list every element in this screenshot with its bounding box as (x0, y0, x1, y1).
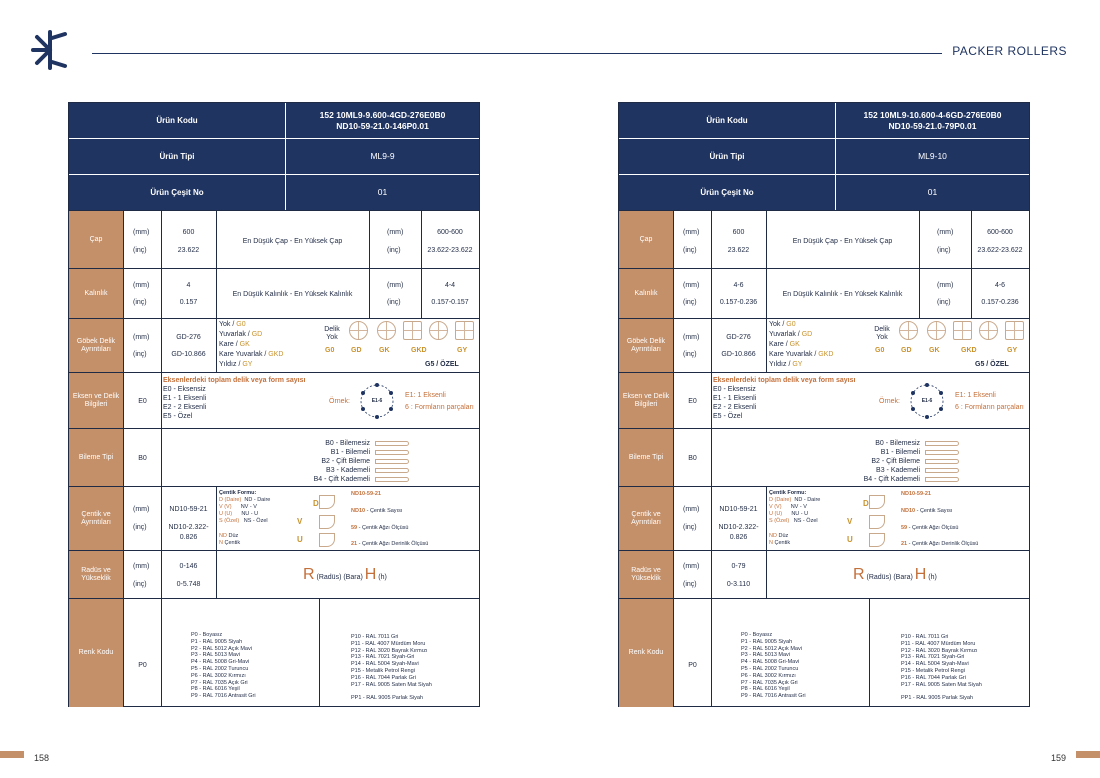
bevel-single-icon (925, 450, 959, 455)
kalinlik-label: Kalınlık (69, 269, 124, 318)
row-cesit-no (69, 175, 479, 211)
page-number-left: 158 (34, 753, 50, 763)
cesit-label: Ürün Çeşit No (69, 175, 286, 210)
urun-tipi-label: Ürün Tipi (69, 139, 286, 174)
cesit-value: 01 (377, 187, 388, 197)
page-title: PACKER ROLLERS (952, 44, 1067, 58)
notch-u-icon (319, 533, 335, 547)
header-rule (92, 53, 942, 54)
color-item: P11 - RAL 4007 Mürdüm Moru (901, 640, 976, 647)
eksen-label: Eksen ve Delik Bilgileri (619, 373, 674, 428)
radus-label: Radüs ve Yükseklik (69, 551, 124, 598)
row-bileme: Bileme Tipi B0 B0 - Bilemesiz B1 - Bilemeli B2 - Çift Bileme B3 - Kademeli B4 - Çift Kademeli (69, 429, 479, 487)
color-item: P14 - RAL 5004 Siyah-Mavi (351, 661, 419, 668)
color-list-right (901, 634, 982, 702)
color-item: P15 - Metalik Petrol Rengi (901, 667, 965, 674)
hole-square-icon (403, 321, 422, 340)
color-item: P13 - RAL 7021 Siyah-Gri (351, 654, 415, 661)
color-item: P15 - Metalik Petrol Rengi (351, 667, 415, 674)
color-item: P2 - RAL 5012 Açık Mavi (191, 645, 252, 652)
color-item: P6 - RAL 3002 Kırmızı (741, 672, 796, 679)
color-item: P1 - RAL 9005 Siyah (191, 638, 243, 645)
row-eksen: Eksen ve Delik Bilgileri E0 Eksenlerdeki toplam delik veya form sayısı E0 - Eksensiz E1 - 1 Eksenli E2 - 2 Eksenli E5 - Özel Örnek: E1-6 E1: 1 Eksenli 6 : Formların parçaları (69, 373, 479, 429)
color-item: P17 - RAL 9005 Saten Mat Siyah (351, 681, 432, 688)
hole-square-icon (953, 321, 972, 340)
hole-square-round-icon (979, 321, 998, 340)
row-centik: Çentik ve Ayrıntıları (mm) (inç) ND10-59-21 ND10-2.322-0.826 Çentik Formu: D (Daire) ND - Daire V (V) NV - V U (U) NU - U S (Özel) NS - Özel ND Düz N Çentik D V U ND10-59-21 ND10 - Çentik Sayısı 59 - Çentik Ağzı Ölçüsü 21 - Çentik Ağzı Derinlik Ölçüsü (619, 487, 1029, 551)
color-item: P14 - RAL 5004 Siyah-Mavi (901, 661, 969, 668)
spec-sheet-left (68, 102, 480, 707)
color-item: P5 - RAL 2002 Turuncu (741, 665, 799, 672)
hole-square-round-icon (429, 321, 448, 340)
bevel-double-step-icon (925, 477, 959, 482)
row-renk: Renk Kodu P0 P0 - Boyasız P1 - RAL 9005 Siyah P2 - RAL 5012 Açık Mavi P3 - RAL 5013 Mavi P4 - RAL 5008 Gri-Mavi P5 - RAL 2002 Turuncu P6 - RAL 3002 Kırmızı P7 - RAL 7035 Açık Gri P8 - RAL 6016 Yeşil P9 - RAL 7016 Antrasit Gri P10 - RAL 7011 Gri P11 - RAL 4007 Mürdüm Moru P12 - RAL 3020 Bayrak Kırmızı P13 - RAL 7021 Siyah-Gri P14 - RAL 5004 Siyah-Mavi P15 - Metalik Petrol Rengi P16 - RAL 7044 Parlak Gri P17 - RAL 9005 Saten Mat Siyah PP1 - RAL 9005 Parlak Siyah (69, 599, 479, 707)
cap-label: Çap (69, 211, 124, 268)
bevel-step-icon (375, 468, 409, 473)
bevel-single-icon (375, 450, 409, 455)
row-bileme: Bileme Tipi B0 B0 - Bilemesiz B1 - Bilemeli B2 - Çift Bileme B3 - Kademeli B4 - Çift Kademeli (619, 429, 1029, 487)
color-item: P1 - RAL 9005 Siyah (741, 638, 793, 645)
color-item: P6 - RAL 3002 Kırmızı (191, 672, 246, 679)
page-number-right: 159 (1050, 753, 1066, 763)
color-item (351, 688, 432, 695)
row-gobek-delik: Göbek Delik Ayrıntıları (mm) (inç) GD-276 GD-10.866 Yok / G0 Yuvarlak / GD Kare / GK Kare Yuvarlak / GKD Yıldız / GY Delik Yok G0 GD GK GKD GY G5 / ÖZEL (619, 319, 1029, 373)
bevel-none-icon (925, 441, 959, 446)
urun-tipi-value: ML9-10 (918, 151, 947, 161)
notch-v-icon (869, 515, 885, 529)
row-urun-kodu (69, 103, 479, 139)
color-item: P7 - RAL 7035 Açık Gri (741, 679, 798, 686)
color-item: PP1 - RAL 9005 Parlak Siyah (901, 695, 973, 702)
centik-label: Çentik ve Ayrıntıları (619, 487, 674, 550)
row-renk: Renk Kodu P0 P0 - Boyasız P1 - RAL 9005 Siyah P2 - RAL 5012 Açık Mavi P3 - RAL 5013 Mavi P4 - RAL 5008 Gri-Mavi P5 - RAL 2002 Turuncu P6 - RAL 3002 Kırmızı P7 - RAL 7035 Açık Gri P8 - RAL 6016 Yeşil P9 - RAL 7016 Antrasit Gri P10 - RAL 7011 Gri P11 - RAL 4007 Mürdüm Moru P12 - RAL 3020 Bayrak Kırmızı P13 - RAL 7021 Siyah-Gri P14 - RAL 5004 Siyah-Mavi P15 - Metalik Petrol Rengi P16 - RAL 7044 Parlak Gri P17 - RAL 9005 Saten Mat Siyah PP1 - RAL 9005 Parlak Siyah (619, 599, 1029, 707)
color-item: P10 - RAL 7011 Gri (901, 634, 949, 640)
notch-v-icon (319, 515, 335, 529)
row-centik: Çentik ve Ayrıntıları (mm) (inç) ND10-59-21 ND10-2.322-0.826 Çentik Formu: D (Daire) ND - Daire V (V) NV - V U (U) NU - U S (Özel) NS - Özel ND Düz N Çentik D V U ND10-59-21 ND10 - Çentik Sayısı 59 - Çentik Ağzı Ölçüsü 21 - Çentik Ağzı Derinlik Ölçüsü (69, 487, 479, 551)
color-item: P3 - RAL 5013 Mavi (741, 652, 791, 659)
gobek-label: Göbek Delik Ayrıntıları (619, 319, 674, 372)
cap-label: Çap (619, 211, 674, 268)
hole-round-icon (927, 321, 946, 340)
bileme-label: Bileme Tipi (619, 429, 674, 486)
urun-kodu-value: 152 10ML9-9.600-4GD-276E0B0 ND10-59-21.0-146P0.01 (319, 109, 446, 131)
color-item: P11 - RAL 4007 Mürdüm Moru (351, 640, 426, 647)
row-gobek-delik: Göbek Delik Ayrıntıları (mm) (inç) GD-276 GD-10.866 Yok / G0 Yuvarlak / GD Kare / GK Kare Yuvarlak / GKD Yıldız / GY Delik Yok G0 GD GK GKD GY G5 / ÖZEL (69, 319, 479, 373)
color-item: P4 - RAL 5008 Gri-Mavi (191, 659, 250, 666)
notch-u-icon (869, 533, 885, 547)
renk-label: Renk Kodu (69, 599, 124, 707)
row-kalinlik: Kalınlık (mm) (inç) 4 0.157 En Düşük Kalınlık - En Yüksek Kalınlık (mm) (inç) 4-4 0.157-0.157 (69, 269, 479, 319)
gobek-label: Göbek Delik Ayrıntıları (69, 319, 124, 372)
color-item: P8 - RAL 6016 Yeşil (191, 686, 240, 693)
color-item (901, 688, 982, 695)
color-item: P17 - RAL 9005 Saten Mat Siyah (901, 681, 982, 688)
eksen-label: Eksen ve Delik Bilgileri (69, 373, 124, 428)
bileme-label: Bileme Tipi (69, 429, 124, 486)
color-item: P8 - RAL 6016 Yeşil (741, 686, 790, 693)
color-item: P3 - RAL 5013 Mavi (191, 652, 241, 659)
color-item: P13 - RAL 7021 Siyah-Gri (901, 654, 965, 661)
hole-none-icon (349, 321, 368, 340)
color-item: P12 - RAL 3020 Bayrak Kırmızı (351, 647, 428, 654)
row-urun-tipi (619, 139, 1029, 175)
urun-tipi-label: Ürün Tipi (619, 139, 836, 174)
bevel-double-step-icon (375, 477, 409, 482)
bevel-none-icon (375, 441, 409, 446)
color-item: P0 - Boyasız (191, 632, 223, 638)
hole-round-icon (377, 321, 396, 340)
color-item: P12 - RAL 3020 Bayrak Kırmızı (901, 647, 978, 654)
bevel-double-icon (925, 459, 959, 464)
renk-label: Renk Kodu (619, 599, 674, 707)
color-item: P16 - RAL 7044 Parlak Gri (351, 674, 416, 681)
cesit-label: Ürün Çeşit No (619, 175, 836, 210)
color-list-left (191, 632, 256, 700)
row-urun-kodu (619, 103, 1029, 139)
urun-kodu-label: Ürün Kodu (619, 103, 836, 138)
row-cap: Çap (mm) (inç) 600 23.622 En Düşük Çap - En Yüksek Çap (mm) (inç) 600-600 23.622-23.622 (69, 211, 479, 269)
footer-bar-right (1076, 751, 1100, 758)
row-kalinlik: Kalınlık (mm) (inç) 4-6 0.157-0.236 En Düşük Kalınlık - En Yüksek Kalınlık (mm) (inç) 4-6 0.157-0.236 (619, 269, 1029, 319)
color-item: P5 - RAL 2002 Turuncu (191, 665, 249, 672)
bevel-double-icon (375, 459, 409, 464)
urun-kodu-value: 152 10ML9-10.600-4-6GD-276E0B0 ND10-59-21.0-79P0.01 (863, 109, 1002, 131)
notch-round-icon (319, 495, 335, 509)
color-item: P7 - RAL 7035 Açık Gri (191, 679, 248, 686)
bevel-step-icon (925, 468, 959, 473)
color-item: P0 - Boyasız (741, 632, 773, 638)
urun-tipi-value: ML9-9 (370, 151, 395, 161)
cesit-value: 01 (927, 187, 938, 197)
urun-kodu-label: Ürün Kodu (69, 103, 286, 138)
color-item: P9 - RAL 7016 Antrasit Gri (191, 693, 256, 700)
color-item: P2 - RAL 5012 Açık Mavi (741, 645, 802, 652)
color-list-right (351, 634, 432, 702)
color-item: P16 - RAL 7044 Parlak Gri (901, 674, 966, 681)
row-eksen: Eksen ve Delik Bilgileri E0 Eksenlerdeki toplam delik veya form sayısı E0 - Eksensiz E1 - 1 Eksenli E2 - 2 Eksenli E5 - Özel Örnek: E1-6 E1: 1 Eksenli 6 : Formların parçaları (619, 373, 1029, 429)
brand-logo-icon (30, 28, 70, 72)
hole-none-icon (899, 321, 918, 340)
notch-round-icon (869, 495, 885, 509)
row-radus: Radüs ve Yükseklik (mm) (inç) 0-146 0-5.748 R (Radüs) (Bara) H (h) (69, 551, 479, 599)
kalinlik-label: Kalınlık (619, 269, 674, 318)
row-cesit-no (619, 175, 1029, 211)
color-item: P9 - RAL 7016 Antrasit Gri (741, 693, 806, 700)
row-radus: Radüs ve Yükseklik (mm) (inç) 0-79 0-3.110 R (Radüs) (Bara) H (h) (619, 551, 1029, 599)
color-item: P4 - RAL 5008 Gri-Mavi (741, 659, 800, 666)
color-item: P10 - RAL 7011 Gri (351, 634, 399, 640)
hole-star-icon (1005, 321, 1024, 340)
color-item: PP1 - RAL 9005 Parlak Siyah (351, 695, 423, 702)
color-list-left (741, 632, 806, 700)
hole-star-icon (455, 321, 474, 340)
row-cap: Çap (mm) (inç) 600 23.622 En Düşük Çap - En Yüksek Çap (mm) (inç) 600-600 23.622-23.622 (619, 211, 1029, 269)
centik-label: Çentik ve Ayrıntıları (69, 487, 124, 550)
spec-sheet-right (618, 102, 1030, 707)
row-urun-tipi (69, 139, 479, 175)
footer-bar-left (0, 751, 24, 758)
radus-label: Radüs ve Yükseklik (619, 551, 674, 598)
